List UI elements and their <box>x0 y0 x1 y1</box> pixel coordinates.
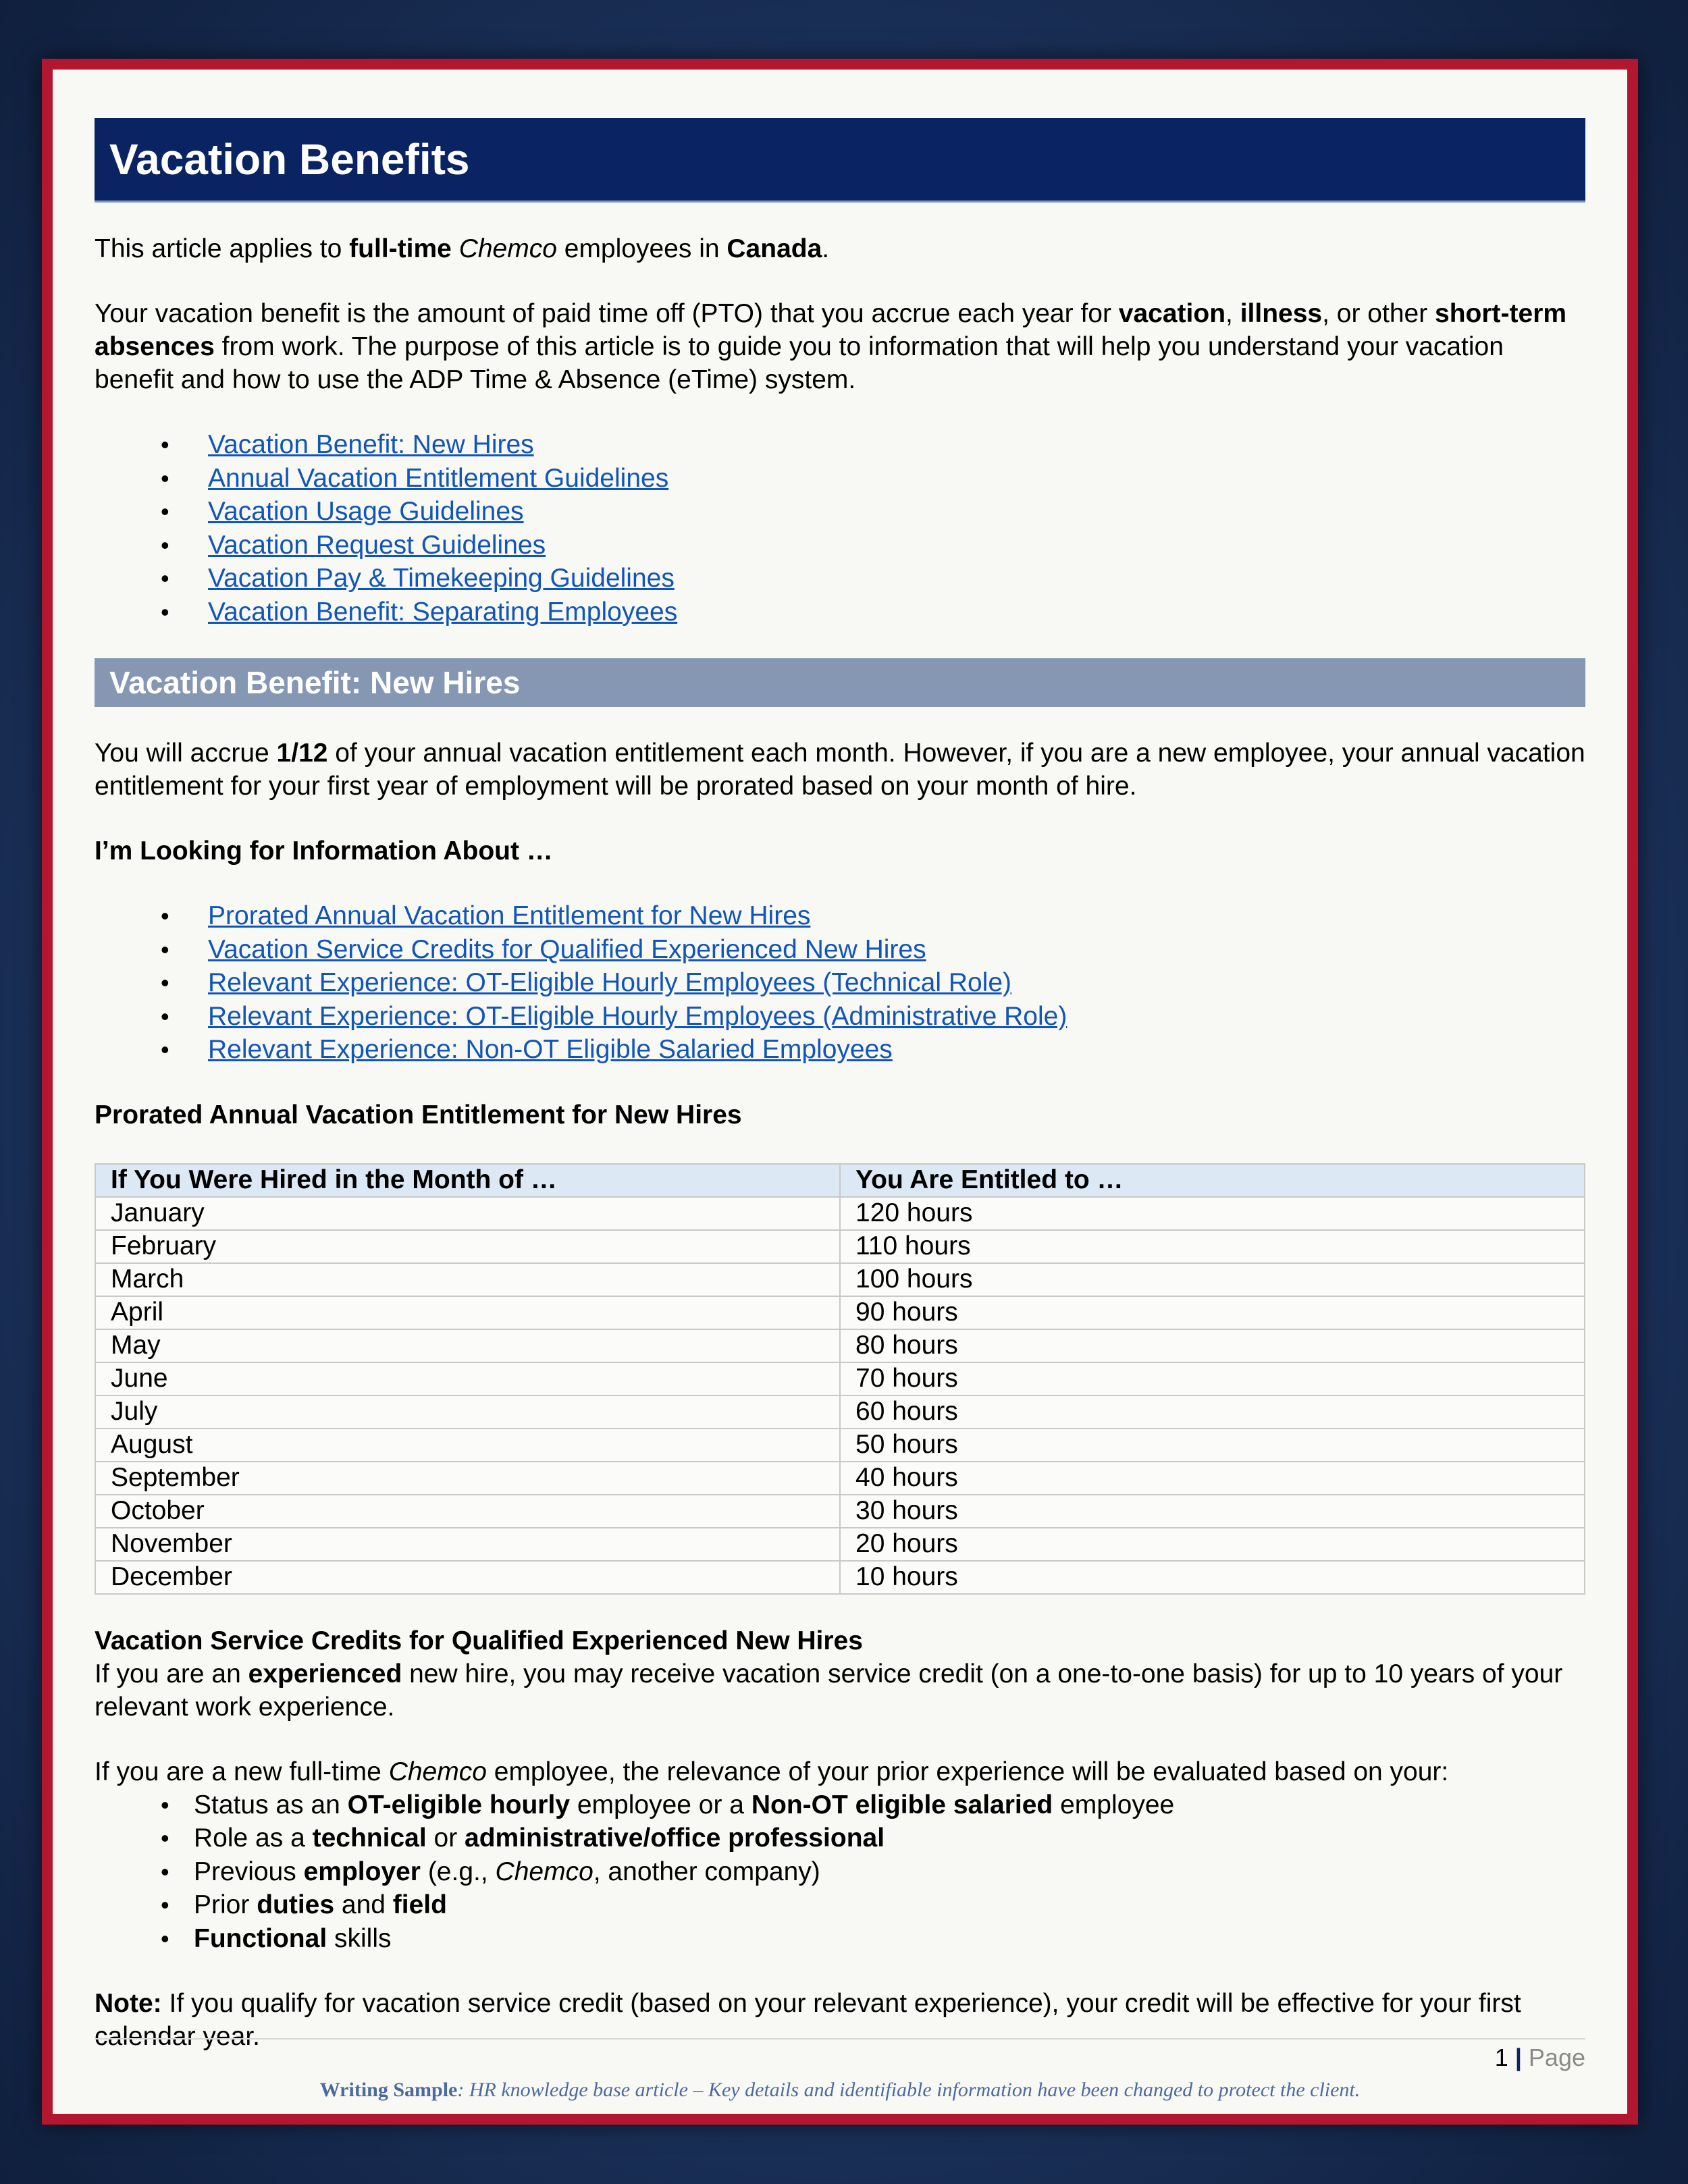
cell-month: January <box>95 1197 840 1230</box>
table-row <box>95 1495 1585 1528</box>
list-item: • Functional skills <box>95 1922 1585 1956</box>
cell-entitlement: 110 hours <box>840 1230 1585 1263</box>
cell-month: December <box>95 1561 840 1594</box>
intro-paragraph: Your vacation benefit is the amount of paid time off (PTO) that you accrue each year for vacation, illness, or other short-term absences from work. The purpose of this article is to guide you to information that will help you understand your vacation benefit and how to use the ADP Time & Absence (eTime) system. <box>95 299 1567 394</box>
toc-link-pay-timekeeping[interactable]: Vacation Pay & Timekeeping Guidelines <box>208 564 675 593</box>
prorated-heading: Prorated Annual Vacation Entitlement for New Hires <box>95 1100 742 1129</box>
cell-month: November <box>95 1528 840 1561</box>
table-row <box>95 1561 1585 1594</box>
list-item: • Role as a technical or administrative/office professional <box>95 1821 1585 1855</box>
cell-entitlement: 70 hours <box>840 1362 1585 1395</box>
list-item <box>95 428 1585 462</box>
cell-entitlement: 100 hours <box>840 1263 1585 1296</box>
note-label: Note: <box>95 1989 162 2018</box>
page-frame <box>42 59 1638 2125</box>
cell-month: September <box>95 1462 840 1495</box>
toc-list <box>95 428 1585 629</box>
list-item: • Status as an OT-eligible hourly employee or a Non-OT eligible salaried employee <box>95 1788 1585 1822</box>
link-ot-technical[interactable]: Relevant Experience: OT-Eligible Hourly Employees (Technical Role) <box>208 968 1012 997</box>
cell-month: June <box>95 1362 840 1395</box>
link-service-credits[interactable]: Vacation Service Credits for Qualified Experienced New Hires <box>208 934 926 964</box>
evaluation-paragraph: If you are a new full-time Chemco employee, the relevance of your prior experience will be evaluated based on your: <box>95 1757 1449 1786</box>
cell-month: August <box>95 1429 840 1462</box>
toc-link-new-hires[interactable]: Vacation Benefit: New Hires <box>208 430 534 459</box>
page-number: 1 | Page <box>1494 2044 1585 2071</box>
looking-for-heading: I’m Looking for Information About … <box>95 836 553 865</box>
table-row <box>95 1263 1585 1296</box>
column-header-entitlement: You Are Entitled to … <box>840 1164 1585 1197</box>
cell-entitlement: 80 hours <box>840 1329 1585 1362</box>
list-item <box>95 899 1585 933</box>
list-item <box>95 933 1585 967</box>
list-item <box>95 966 1585 1000</box>
section-heading-new-hires: Vacation Benefit: New Hires <box>95 658 1585 707</box>
note-paragraph: Note: If you qualify for vacation service credit (based on your relevant experience), your credit will be effective for your first calendar year. <box>95 1989 1521 2051</box>
evaluation-criteria-list <box>95 1788 1585 1956</box>
cell-month: October <box>95 1495 840 1528</box>
list-item <box>95 595 1585 629</box>
cell-entitlement: 120 hours <box>840 1197 1585 1230</box>
table-row <box>95 1429 1585 1462</box>
list-item: • Previous employer (e.g., Chemco, another company) <box>95 1855 1585 1889</box>
cell-entitlement: 30 hours <box>840 1495 1585 1528</box>
cell-month: March <box>95 1263 840 1296</box>
cell-month: May <box>95 1329 840 1362</box>
cell-entitlement: 10 hours <box>840 1561 1585 1594</box>
toc-link-separating[interactable]: Vacation Benefit: Separating Employees <box>208 597 678 627</box>
info-links-list <box>95 899 1585 1067</box>
footer-divider <box>95 2038 1585 2040</box>
writing-sample-note: Writing Sample: HR knowledge base article – Key details and identifiable information have been changed to protect the client. <box>319 2079 1361 2101</box>
toc-link-usage[interactable]: Vacation Usage Guidelines <box>208 497 524 526</box>
page-title: Vacation Benefits <box>95 118 1585 203</box>
list-item: • Prior duties and field <box>95 1888 1585 1922</box>
entitlement-table <box>95 1163 1585 1595</box>
link-prorated-entitlement[interactable]: Prorated Annual Vacation Entitlement for New Hires <box>208 901 811 930</box>
cell-entitlement: 40 hours <box>840 1462 1585 1495</box>
list-item <box>95 1000 1585 1034</box>
cell-entitlement: 60 hours <box>840 1395 1585 1429</box>
list-item <box>95 495 1585 529</box>
link-non-ot-salaried[interactable]: Relevant Experience: Non-OT Eligible Salaried Employees <box>208 1035 893 1064</box>
table-row <box>95 1528 1585 1561</box>
table-row <box>95 1329 1585 1362</box>
table-row <box>95 1362 1585 1395</box>
cell-entitlement: 50 hours <box>840 1429 1585 1462</box>
cell-entitlement: 20 hours <box>840 1528 1585 1561</box>
list-item <box>95 1033 1585 1067</box>
column-header-month: If You Were Hired in the Month of … <box>95 1164 840 1197</box>
accrual-paragraph: You will accrue 1/12 of your annual vacation entitlement each month. However, if you are a new employee, your annual vacation entitlement for your first year of employment will be prorated based on your month of hire. <box>95 739 1585 801</box>
table-row <box>95 1230 1585 1263</box>
list-item <box>95 529 1585 562</box>
cell-month: April <box>95 1296 840 1329</box>
table-row <box>95 1395 1585 1429</box>
table-row <box>95 1197 1585 1230</box>
table-row <box>95 1296 1585 1329</box>
cell-entitlement: 90 hours <box>840 1296 1585 1329</box>
service-credits-heading: Vacation Service Credits for Qualified Experienced New Hires <box>95 1626 863 1655</box>
document-page <box>53 70 1627 2114</box>
link-ot-administrative[interactable]: Relevant Experience: OT-Eligible Hourly Employees (Administrative Role) <box>208 1001 1067 1031</box>
toc-link-request[interactable]: Vacation Request Guidelines <box>208 530 546 560</box>
table-header-row <box>95 1164 1585 1197</box>
table-row <box>95 1462 1585 1495</box>
service-credits-paragraph: If you are an experienced new hire, you may receive vacation service credit (on a one-to-one basis) for up to 10 years of your relevant work experience. <box>95 1659 1563 1722</box>
cell-month: February <box>95 1230 840 1263</box>
list-item <box>95 562 1585 595</box>
intro-applies: This article applies to full-time Chemco employees in Canada. <box>95 234 830 263</box>
cell-month: July <box>95 1395 840 1429</box>
toc-link-annual-entitlement[interactable]: Annual Vacation Entitlement Guidelines <box>208 463 669 493</box>
list-item <box>95 462 1585 496</box>
